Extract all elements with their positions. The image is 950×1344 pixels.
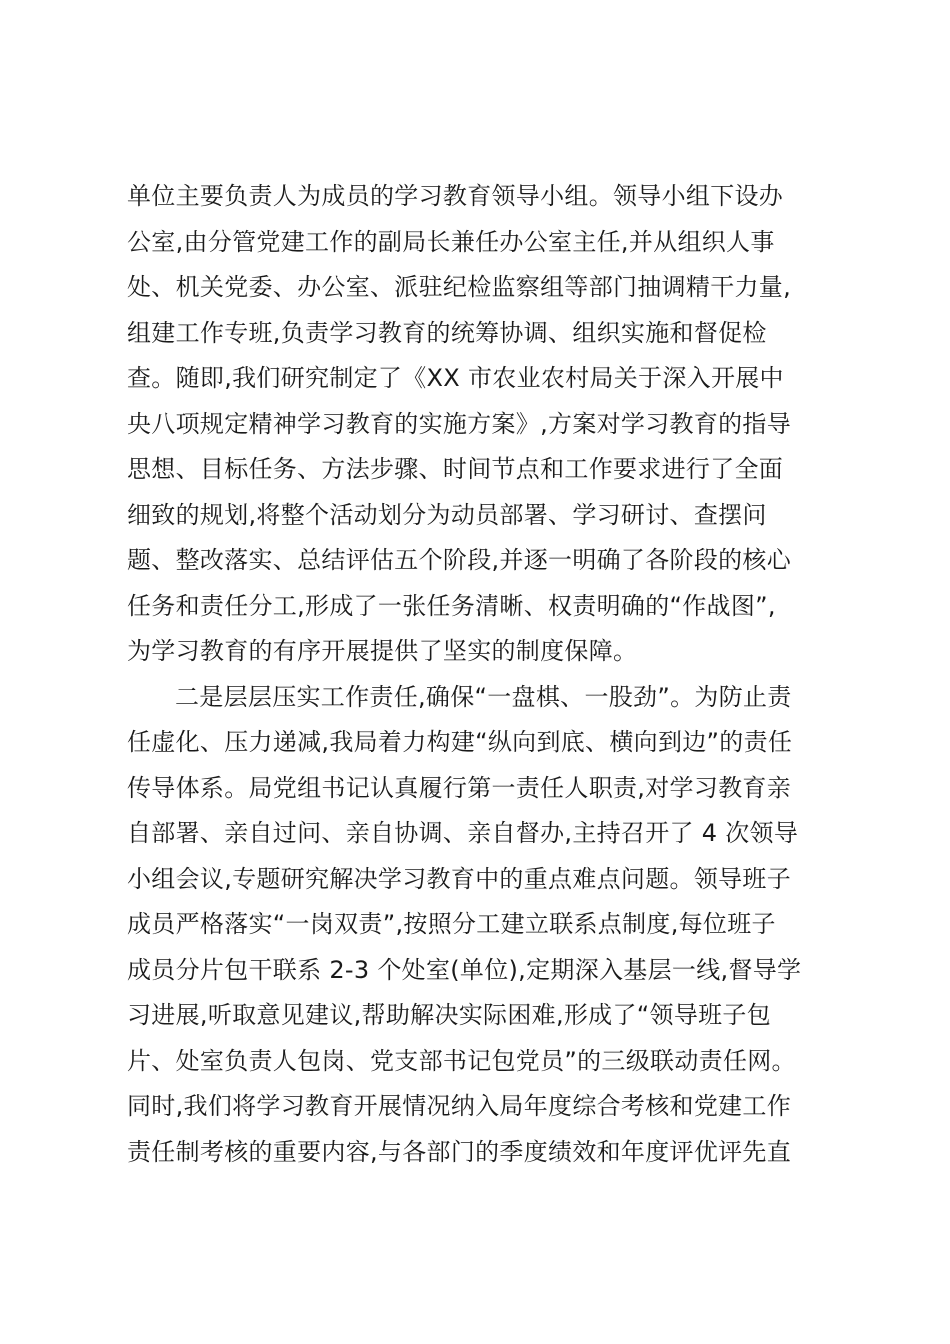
text-line: 题、整改落实、总结评估五个阶段,并逐一明确了各阶段的核心 <box>127 546 792 574</box>
text-line: 成员分片包干联系 2-3 个处室(单位),定期深入基层一线,督导学 <box>127 955 802 984</box>
text-line: 公室,由分管党建工作的副局长兼任办公室主任,并从组织人事 <box>127 227 775 256</box>
text-line: 单位主要负责人为成员的学习教育领导小组。领导小组下设办 <box>127 182 784 210</box>
text-line: 查。随即,我们研究制定了《XX 市农业农村局关于深入开展中 <box>127 364 784 392</box>
text-line: 处、机关党委、办公室、派驻纪检监察组等部门抽调精干力量, <box>127 273 792 301</box>
text-line: 央八项规定精神学习教育的实施方案》,方案对学习教育的指导 <box>127 409 792 438</box>
text-line: 习进展,听取意见建议,帮助解决实际困难,形成了“领导班子包 <box>127 1001 772 1029</box>
text-line: 细致的规划,将整个活动划分为动员部署、学习研讨、查摆问 <box>127 500 767 529</box>
text-line: 同时,我们将学习教育开展情况纳入局年度综合考核和党建工作 <box>127 1092 792 1120</box>
text-line: 片、处室负责人包岗、党支部书记包党员”的三级联动责任网。 <box>127 1046 796 1075</box>
text-line: 成员严格落实“一岗双责”,按照分工建立联系点制度,每位班子 <box>127 910 776 938</box>
text-line: 传导体系。局党组书记认真履行第一责任人职责,对学习教育亲 <box>127 773 792 802</box>
text-line: 自部署、亲自过问、亲自协调、亲自督办,主持召开了 4 次领导 <box>127 819 799 847</box>
text-line: 任虚化、压力递减,我局着力构建“纵向到底、横向到边”的责任 <box>127 728 793 756</box>
body-text <box>127 174 829 1175</box>
text-line: 为学习教育的有序开展提供了坚实的制度保障。 <box>127 637 638 665</box>
text-line: 思想、目标任务、方法步骤、时间节点和工作要求进行了全面 <box>127 455 784 483</box>
paragraph-first-line: 二是层层压实工作责任,确保“一盘棋、一股劲”。为防止责 <box>175 682 792 711</box>
text-line: 任务和责任分工,形成了一张任务清晰、权责明确的“作战图”, <box>127 591 776 620</box>
text-line: 组建工作专班,负责学习教育的统筹协调、组织实施和督促检 <box>127 318 767 347</box>
text-line: 小组会议,专题研究解决学习教育中的重点难点问题。领导班子 <box>127 864 792 893</box>
text-line: 责任制考核的重要内容,与各部门的季度绩效和年度评优评先直 <box>127 1137 792 1166</box>
